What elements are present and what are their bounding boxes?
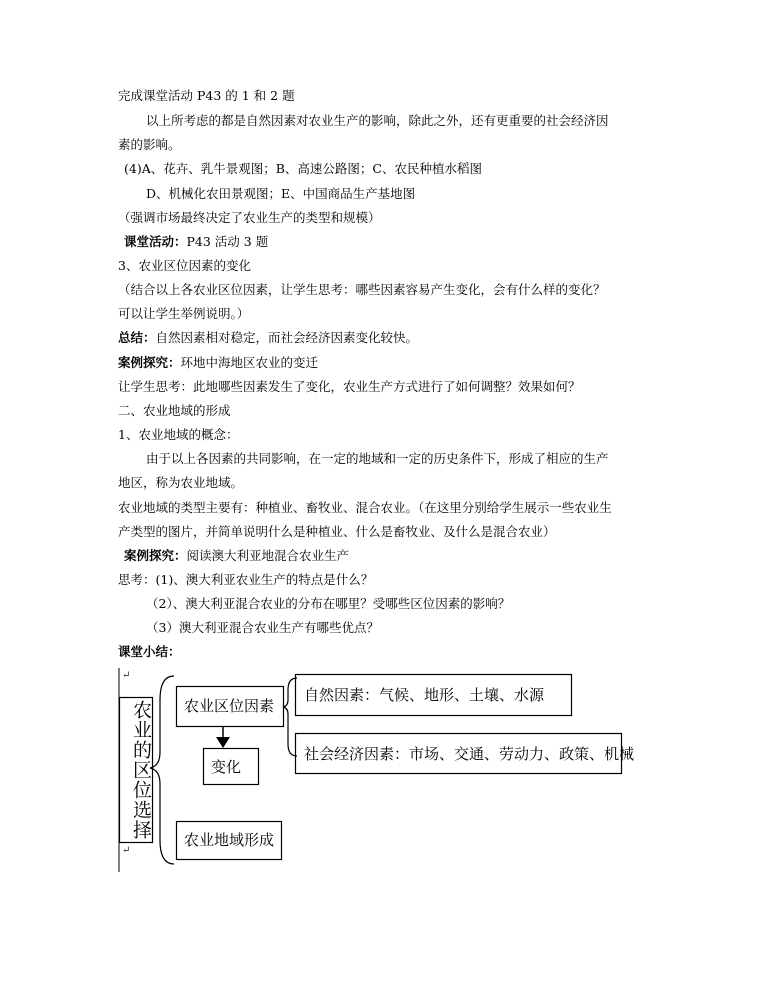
- case-label: 案例探究：: [118, 355, 181, 370]
- factors-brace: [283, 678, 297, 756]
- natural-box-label: 自然因素：气候、地形、土壤、水源: [304, 686, 545, 704]
- text-line: 农业地域的类型主要有：种植业、畜牧业、混合农业。（在这里分别给学生展示一些农业生: [118, 500, 612, 515]
- text-line: D、机械化农田景观图；E、中国商品生产基地图: [146, 186, 416, 201]
- class-summary-label: 课堂小结：: [118, 644, 181, 659]
- summary-text: 自然因素相对稳定，而社会经济因素变化较快。: [155, 330, 419, 345]
- case-text: 环地中海地区农业的变迁: [180, 355, 319, 370]
- text-line: 让学生思考：此地哪些因素发生了变化，农业生产方式进行了如何调整？效果如何？: [118, 379, 581, 394]
- text-line: 由于以上各因素的共同影响，在一定的地域和一定的历史条件下，形成了相应的生产: [146, 451, 609, 466]
- text-line: 1、农业地域的概念：: [118, 427, 239, 442]
- text-line: [124, 548, 349, 564]
- text-line: 素的影响。: [118, 137, 181, 152]
- paragraph-mark: ↵: [122, 845, 131, 856]
- arrow-head: [216, 737, 230, 748]
- text-line: 思考：(1)、澳大利亚农业生产的特点是什么？: [118, 572, 374, 587]
- text-line: （2）、澳大利亚混合农业的分布在哪里？受哪些区位因素的影响？: [146, 596, 511, 611]
- region-box-label: 农业地域形成: [184, 831, 275, 849]
- text-line: [118, 330, 418, 346]
- text-line: （结合以上各农业区位因素，让学生思考：哪些因素容易产生变化，会有什么样的变化？: [118, 282, 606, 297]
- activity-label: 课堂活动：: [124, 234, 187, 249]
- text-line: (4)A、花卉、乳牛景观图；B、高速公路图；C、农民种植水稻图: [124, 161, 482, 176]
- main-brace: [150, 676, 174, 864]
- left-box-label: 农业的区位选择: [130, 700, 152, 840]
- text-line: 产类型的图片，并简单说明什么是种植业、什么是畜牧业、及什么是混合农业）: [118, 524, 556, 539]
- activity-text: P43 活动 3 题: [186, 234, 269, 249]
- section-heading: 二、农业地域的形成: [118, 403, 231, 418]
- text-line: （强调市场最终决定了农业生产的类型和规模）: [118, 210, 381, 225]
- text-line: [118, 355, 318, 371]
- change-box-label: 变化: [211, 758, 242, 776]
- text-line: 完成课堂活动 P43 的 1 和 2 题: [118, 88, 295, 103]
- section-heading: 3、农业区位因素的变化: [118, 258, 251, 273]
- text-line: [124, 234, 268, 250]
- case-label: 案例探究：: [124, 548, 187, 563]
- text-line: 地区，称为农业地域。: [118, 475, 244, 490]
- text-line: 可以让学生举例说明。）: [118, 306, 250, 321]
- summary-label: 总结：: [118, 330, 156, 345]
- text-line: 以上所考虑的都是自然因素对农业生产的影响，除此之外，还有更重要的社会经济因: [146, 113, 609, 128]
- factors-box-label: 农业区位因素: [184, 697, 275, 715]
- case-text: 阅读澳大利亚地混合农业生产: [186, 548, 350, 563]
- social-box-label: 社会经济因素：市场、交通、劳动力、政策、机械: [304, 745, 635, 763]
- paragraph-mark: ↵: [122, 670, 131, 681]
- text-line: （3）澳大利亚混合农业生产有哪些优点？: [146, 620, 379, 635]
